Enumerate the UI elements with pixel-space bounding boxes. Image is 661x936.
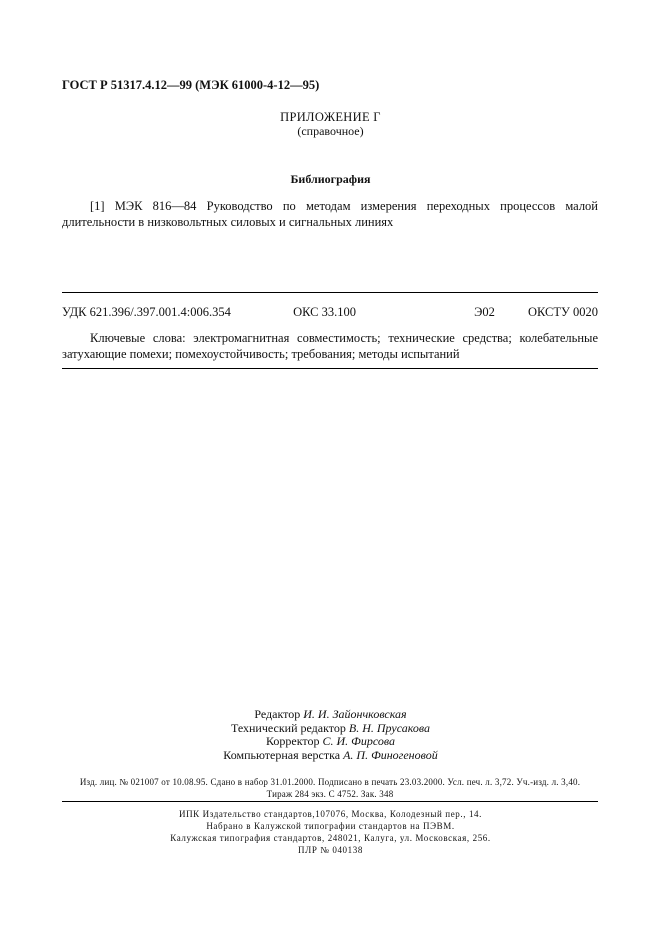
credits-block [0,708,661,762]
credit-line [0,749,661,763]
group-code: Э02 [474,305,495,319]
publisher-line: ИПК Издательство стандартов,107076, Москва, Колодезный пер., 14. [178,809,483,819]
publisher-line: Набрано в Калужской типографии стандартов на ПЭВМ. [206,821,455,831]
credit-line [0,722,661,736]
standard-id-header: ГОСТ Р 51317.4.12—99 (МЭК 61000-4-12—95) [62,78,320,92]
credit-name: С. И. Фирсова [322,734,395,748]
credit-role: Корректор [266,734,323,748]
udk-code: УДК 621.396/.397.001.4:006.354 [62,305,231,319]
credit-name: А. П. Финогеновой [343,747,438,762]
credit-name: И. И. Зайончковская [303,707,407,721]
appendix-title: ПРИЛОЖЕНИЕ Г [280,110,381,124]
credit-name: В. Н. Прусакова [348,720,431,735]
divider-bottom [62,801,598,802]
credit-line [0,735,661,749]
credit-line [0,708,661,722]
credit-role: Редактор [254,707,304,721]
okstu-code: ОКСТУ 0020 [527,305,598,319]
imprint-line: Тираж 284 экз. С 4752. Зак. 348 [266,789,394,799]
bibliography-title: Библиография [290,172,371,186]
publisher-block [0,808,661,856]
publisher-line: Калужская типография стандартов, 248021, Калуга, ул. Московская, 256. [170,833,491,843]
divider-top [62,292,598,293]
imprint-line: Изд. лиц. № 021007 от 10.08.95. Сдано в набор 31.01.2000. Подписано в печать 23.03.2000. Усл. печ. л. 3,72. Уч.-изд. л. 3,40. [79,777,581,787]
keywords: Ключевые слова: электромагнитная совместимость; технические средства; колебательные затухающие помехи; помехоустойчивость; требования; методы испытаний [62,331,598,361]
appendix-subtitle: (справочное) [297,124,364,138]
imprint-block [62,776,598,800]
publisher-line: ПЛР № 040138 [298,845,363,855]
oks-code: ОКС 33.100 [293,305,356,319]
divider-middle [62,368,598,369]
credit-role: Компьютерная верстка [223,747,344,762]
credit-role: Технический редактор [230,720,349,735]
classification-row [62,305,598,320]
bibliography-entry: [1] МЭК 816—84 Руководство по методам измерения переходных процессов малой длительности в низковольтных силовых и сигнальных линиях [62,199,598,229]
